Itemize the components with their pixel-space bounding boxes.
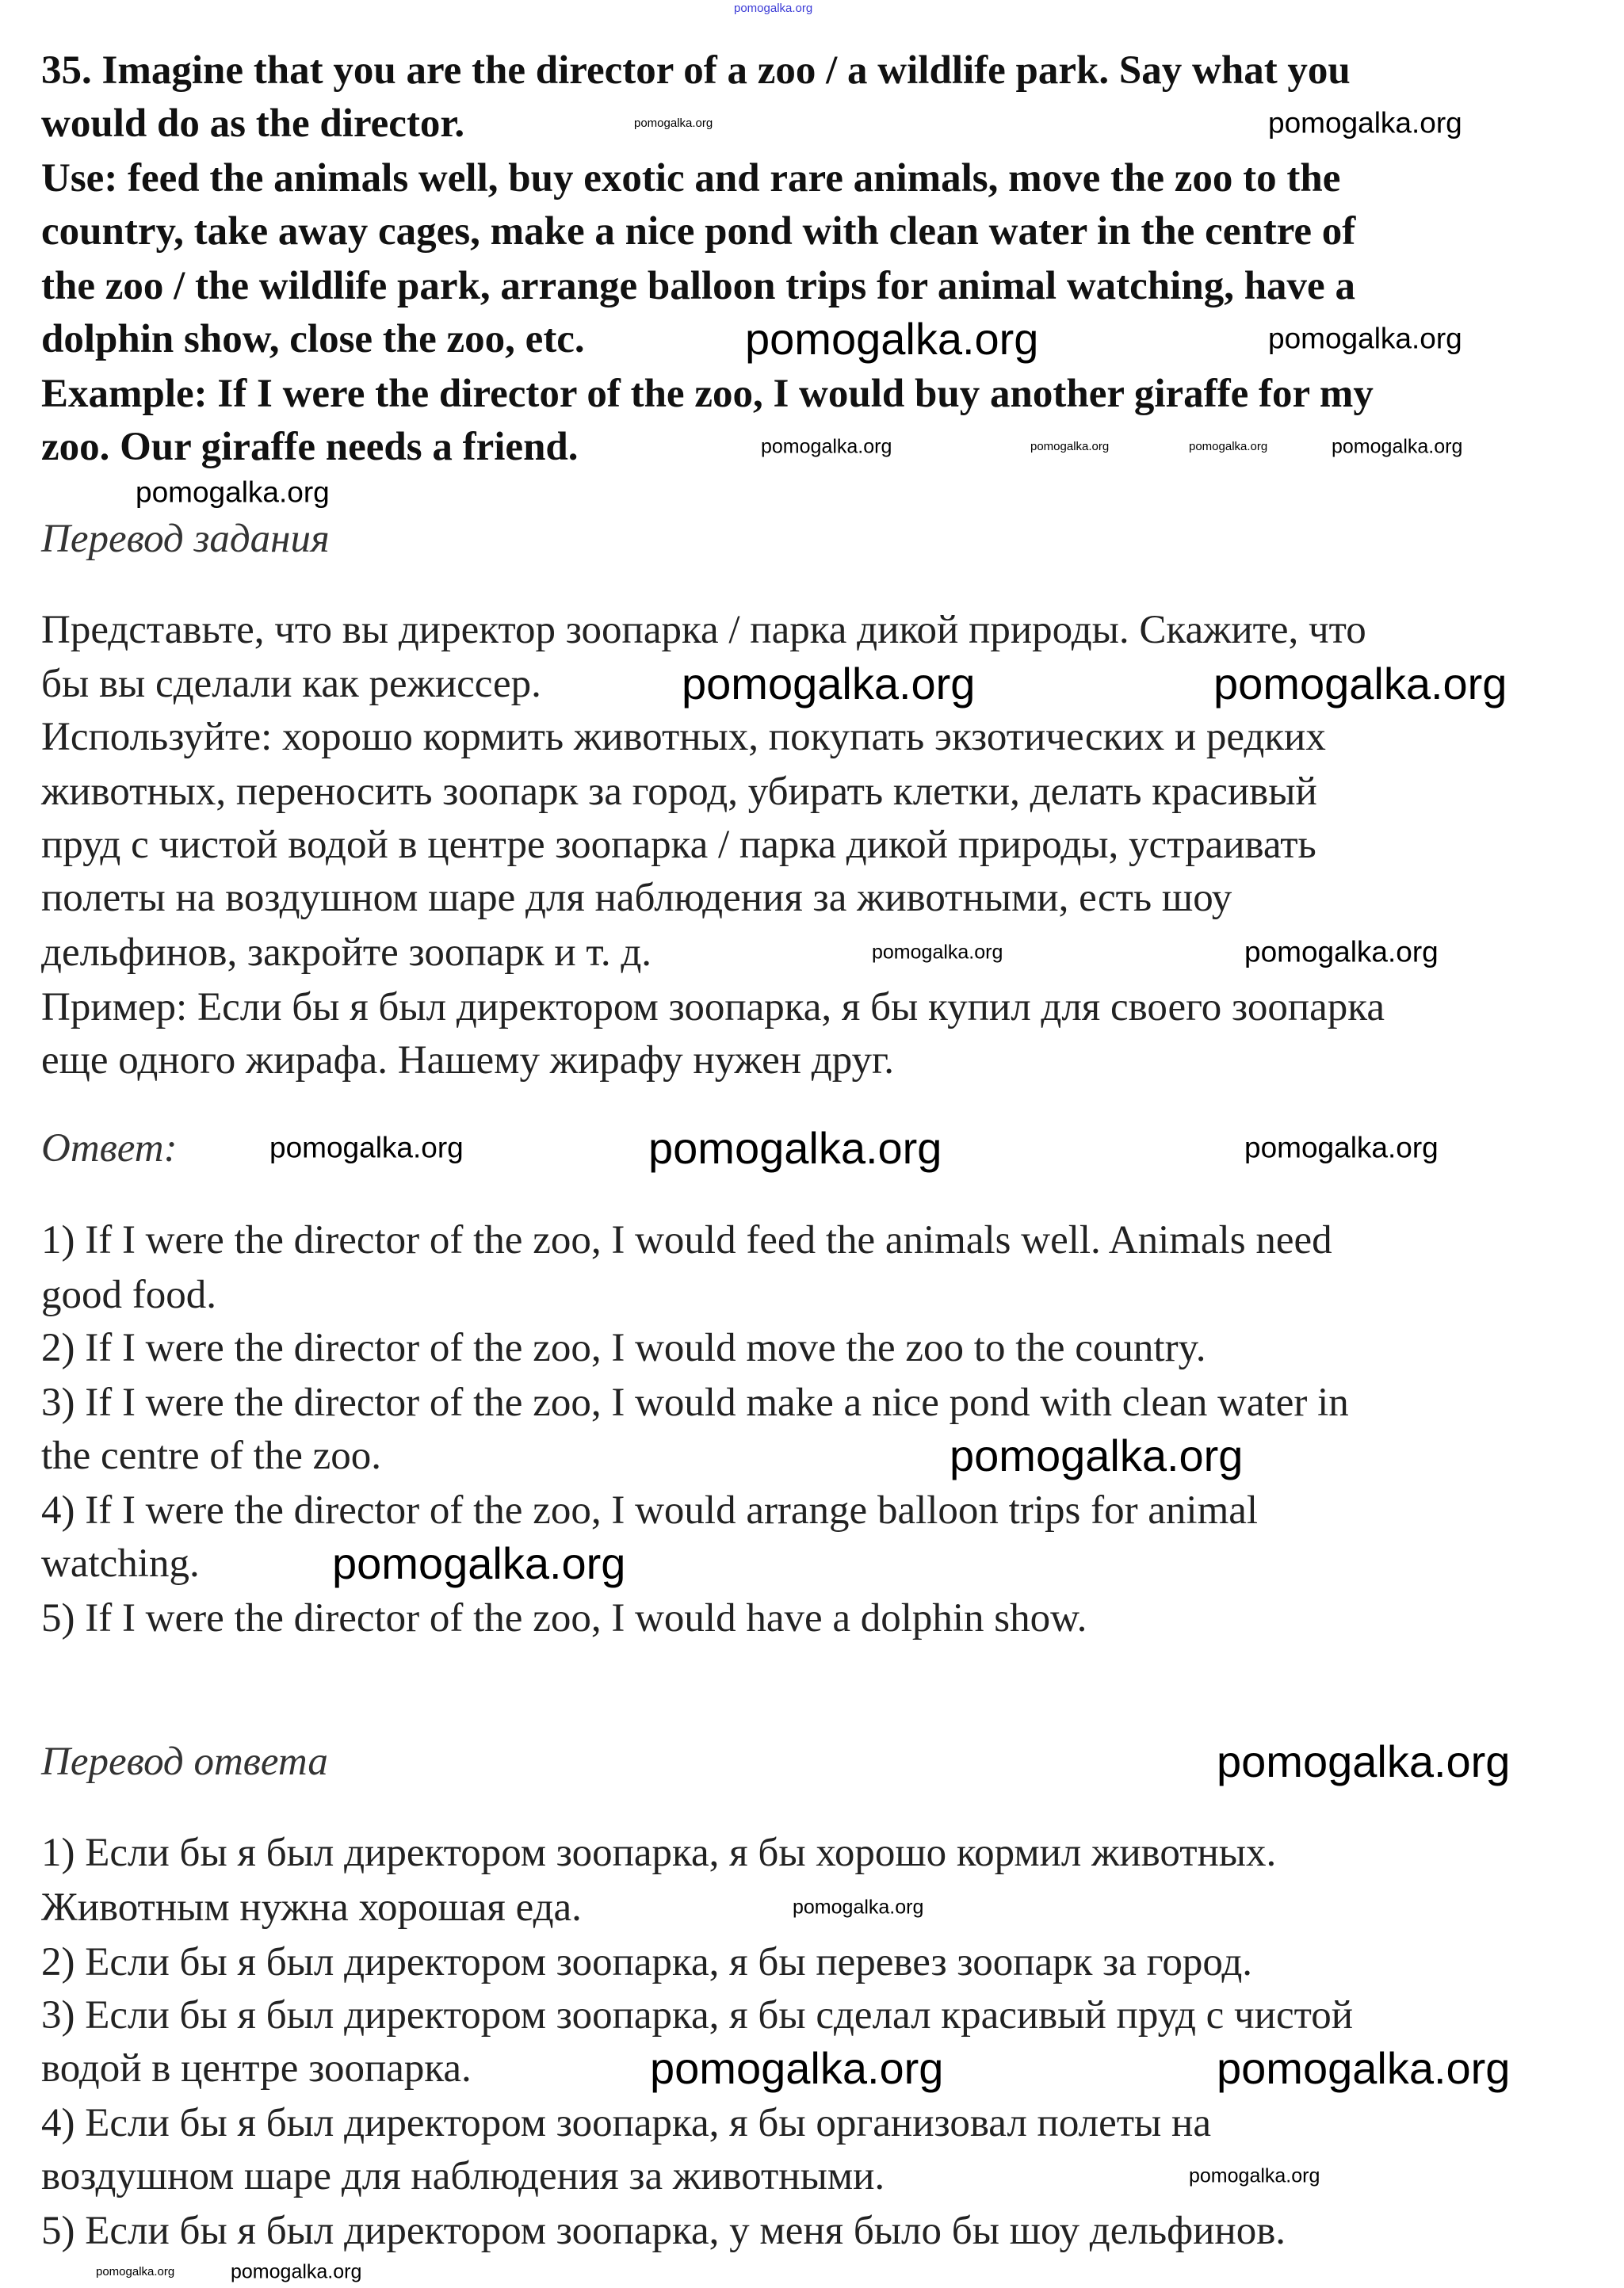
watermark: pomogalka.org xyxy=(231,2260,362,2283)
task-text-line: Example: If I were the director of the zoo, I would buy another giraffe for my xyxy=(41,372,1374,416)
answer-heading: Ответ: xyxy=(41,1126,178,1171)
watermark: pomogalka.org xyxy=(734,1,813,15)
answer-translation-text-line: 1) Если бы я был директором зоопарка, я бы хорошо кормил животных. xyxy=(41,1831,1277,1875)
watermark: pomogalka.org xyxy=(761,435,892,458)
watermark: pomogalka.org xyxy=(332,1538,626,1589)
watermark: pomogalka.org xyxy=(136,476,330,509)
task-translation-text-line: полеты на воздушном шаре для наблюдения за животными, есть шоу xyxy=(41,876,1232,920)
watermark: pomogalka.org xyxy=(1189,2164,1320,2187)
answer-translation-text-line: Животным нужна хорошая еда. xyxy=(41,1885,582,1930)
watermark: pomogalka.org xyxy=(96,2264,175,2278)
watermark: pomogalka.org xyxy=(1189,439,1268,453)
watermark: pomogalka.org xyxy=(1217,1736,1511,1787)
answer-text-line: 3) If I were the director of the zoo, I would make a nice pond with clean water in xyxy=(41,1381,1349,1425)
watermark: pomogalka.org xyxy=(1268,106,1462,139)
task-translation-text-line: пруд с чистой водой в центре зоопарка / парка дикой природы, устраивать xyxy=(41,823,1316,867)
answer-text-line: 2) If I were the director of the zoo, I would move the zoo to the country. xyxy=(41,1326,1206,1370)
watermark: pomogalka.org xyxy=(650,2043,944,2094)
watermark: pomogalka.org xyxy=(793,1896,924,1919)
watermark: pomogalka.org xyxy=(1244,1131,1439,1164)
task-text-line: would do as the director. xyxy=(41,101,465,146)
watermark: pomogalka.org xyxy=(1217,2043,1511,2094)
answer-translation-heading: Перевод ответа xyxy=(41,1740,328,1784)
watermark: pomogalka.org xyxy=(1332,435,1463,458)
answer-text-line: 5) If I were the director of the zoo, I would have a dolphin show. xyxy=(41,1596,1087,1641)
answer-translation-text-line: 2) Если бы я был директором зоопарка, я бы перевез зоопарк за город. xyxy=(41,1940,1253,1984)
watermark: pomogalka.org xyxy=(1030,439,1110,453)
watermark: pomogalka.org xyxy=(1213,659,1507,709)
task-text-line: dolphin show, close the zoo, etc. xyxy=(41,317,585,361)
answer-translation-text-line: 3) Если бы я был директором зоопарка, я бы сделал красивый пруд с чистой xyxy=(41,1993,1354,2038)
task-translation-text-line: бы вы сделали как режиссер. xyxy=(41,662,541,706)
watermark: pomogalka.org xyxy=(1244,935,1439,968)
task-translation-text-line: Представьте, что вы директор зоопарка / парка дикой природы. Скажите, что xyxy=(41,608,1366,652)
answer-text-line: watching. xyxy=(41,1541,200,1586)
watermark: pomogalka.org xyxy=(872,941,1003,964)
answer-translation-text-line: водой в центре зоопарка. xyxy=(41,2046,472,2091)
watermark: pomogalka.org xyxy=(1268,322,1462,355)
answer-translation-text-line: 5) Если бы я был директором зоопарка, у меня было бы шоу дельфинов. xyxy=(41,2209,1286,2253)
answer-text-line: the centre of the zoo. xyxy=(41,1434,382,1478)
task-text-line: the zoo / the wildlife park, arrange balloon trips for animal watching, have a xyxy=(41,264,1355,308)
watermark: pomogalka.org xyxy=(950,1430,1244,1481)
answer-text-line: good food. xyxy=(41,1273,216,1317)
task-text-line: zoo. Our giraffe needs a friend. xyxy=(41,425,579,469)
watermark: pomogalka.org xyxy=(634,116,713,130)
watermark: pomogalka.org xyxy=(745,314,1039,365)
task-translation-text-line: дельфинов, закройте зоопарк и т. д. xyxy=(41,930,652,975)
watermark: pomogalka.org xyxy=(682,659,976,709)
task-translation-text-line: Пример: Если бы я был директором зоопарка, я бы купил для своего зоопарка xyxy=(41,985,1385,1029)
task-translation-heading: Перевод задания xyxy=(41,517,330,561)
answer-translation-text-line: 4) Если бы я был директором зоопарка, я бы организовал полеты на xyxy=(41,2101,1211,2145)
answer-translation-text-line: воздушном шаре для наблюдения за животными. xyxy=(41,2154,885,2198)
watermark: pomogalka.org xyxy=(648,1123,942,1174)
task-text-line: 35. Imagine that you are the director of a zoo / a wildlife park. Say what you xyxy=(41,48,1351,93)
watermark: pomogalka.org xyxy=(269,1131,464,1164)
task-translation-text-line: животных, переносить зоопарк за город, убирать клетки, делать красивый xyxy=(41,770,1317,814)
answer-text-line: 1) If I were the director of the zoo, I would feed the animals well. Animals need xyxy=(41,1218,1332,1262)
task-text-line: Use: feed the animals well, buy exotic and rare animals, move the zoo to the xyxy=(41,156,1341,201)
task-text-line: country, take away cages, make a nice pond with clean water in the centre of xyxy=(41,209,1356,254)
answer-text-line: 4) If I were the director of the zoo, I would arrange balloon trips for animal xyxy=(41,1488,1259,1533)
task-translation-text-line: еще одного жирафа. Нашему жирафу нужен друг. xyxy=(41,1038,894,1083)
task-translation-text-line: Используйте: хорошо кормить животных, покупать экзотических и редких xyxy=(41,715,1326,759)
